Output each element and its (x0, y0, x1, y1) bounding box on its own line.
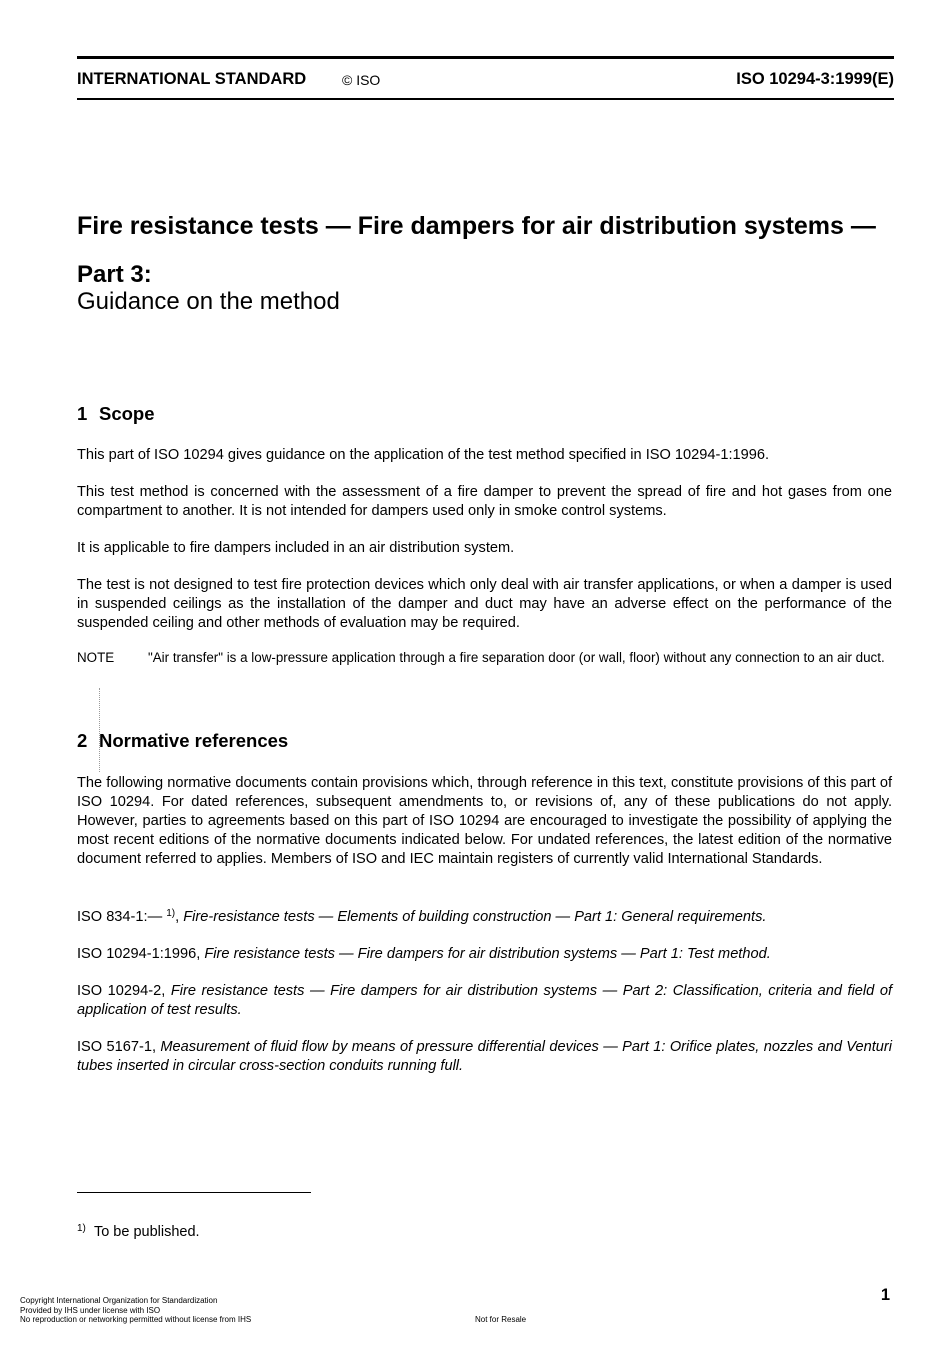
reference-sep: , (151, 1039, 161, 1055)
document-title: Fire resistance tests — Fire dampers for air distribution systems — (77, 212, 876, 240)
part-subtitle: Guidance on the method (77, 288, 340, 315)
reference-code: ISO 5167-1 (77, 1039, 152, 1055)
copyright-line: Copyright International Organization for Standardization (20, 1296, 218, 1305)
header-rule-top (77, 56, 894, 59)
part-label: Part 3: (77, 261, 152, 288)
reference-title: Fire-resistance tests — Elements of building construction — Part 1: General requirements. (183, 909, 767, 925)
scope-paragraph: This test method is concerned with the assessment of a fire damper to prevent the spread of fire and hot gases from one compartment to another. It is not intended for dampers used only in smoke control systems. (77, 484, 892, 519)
header-rule-bottom (77, 98, 894, 100)
section-title: Scope (99, 403, 155, 424)
copyright-line: No reproduction or networking permitted without license from IHS (20, 1315, 252, 1325)
scope-paragraph: It is applicable to fire dampers included in an air distribution system. (77, 540, 515, 556)
footnote-ref: 1) (166, 908, 176, 919)
scope-note (77, 650, 892, 666)
section-title: Normative references (99, 730, 289, 751)
page-number: 1 (880, 1286, 890, 1304)
section-number: 2 (77, 730, 88, 751)
copyright-line: Provided by IHS under license with ISO (20, 1305, 161, 1315)
normative-intro: The following normative documents contain provisions which, through reference in this text, constitute provisions of this part of ISO 10294. For dated references, subsequent amendments to, or revisions of, any of these publications do not apply. However, parties to agreements based on this part of ISO 10294 are encouraged to investigate the possibility of applying the most recent editions of the normative documents indicated below. For undated references, the latest edition of the normative document referred to applies. Members of ISO and IEC maintain registers of currently valid International Standards. (77, 775, 892, 867)
reference-title: Fire resistance tests — Fire dampers for air distribution systems — Part 1: Test method. (204, 946, 771, 962)
header-document-type: INTERNATIONAL STANDARD (77, 70, 307, 88)
footnote-mark: 1) (77, 1223, 86, 1234)
section-2-heading (77, 730, 288, 752)
reference-item (77, 1038, 892, 1076)
scope-paragraph: The test is not designed to test fire protection devices which only deal with air transfer applications, or when a damper is used in suspended ceilings as the installation of the damper and duct may have an adverse effect on the performance of the suspended ceiling and other methods of evaluation may be required. (77, 577, 892, 631)
copyright-notice (20, 1296, 251, 1325)
section-1-heading (77, 403, 155, 425)
footnote-text: To be published. (93, 1224, 200, 1240)
reference-code: ISO 834-1:— (77, 909, 167, 925)
reference-title: Measurement of fluid flow by means of pressure differential devices — Part 1: Orifice plates, nozzles and Venturi tubes inserted in circular cross-section conduits running full. (77, 1039, 893, 1074)
header-document-number: ISO 10294-3:1999(E) (736, 70, 894, 88)
scope-paragraph: This part of ISO 10294 gives guidance on the application of the test method specified in ISO 10294-1:1996. (77, 447, 770, 463)
reference-sep: , (196, 946, 205, 962)
reference-title: Fire resistance tests — Fire dampers for air distribution systems — Part 2: Classification, criteria and field of application of test results. (77, 983, 892, 1018)
footnote-rule (77, 1192, 311, 1193)
reference-item (77, 908, 892, 927)
note-text: "Air transfer" is a low-pressure application through a fire separation door (or wall, floor) without any connection to an air duct. (148, 650, 885, 665)
header-copyright: © ISO (342, 72, 381, 88)
note-label: NOTE (77, 650, 115, 665)
reference-sep: , (161, 983, 171, 999)
resale-notice: Not for Resale (475, 1315, 527, 1324)
footnote (77, 1224, 200, 1240)
reference-code: ISO 10294-2 (77, 983, 162, 999)
reference-item (77, 982, 892, 1020)
reference-item (77, 945, 892, 964)
section-number: 1 (77, 403, 88, 424)
reference-sep: , (175, 909, 184, 925)
reference-code: ISO 10294-1:1996 (77, 946, 197, 962)
